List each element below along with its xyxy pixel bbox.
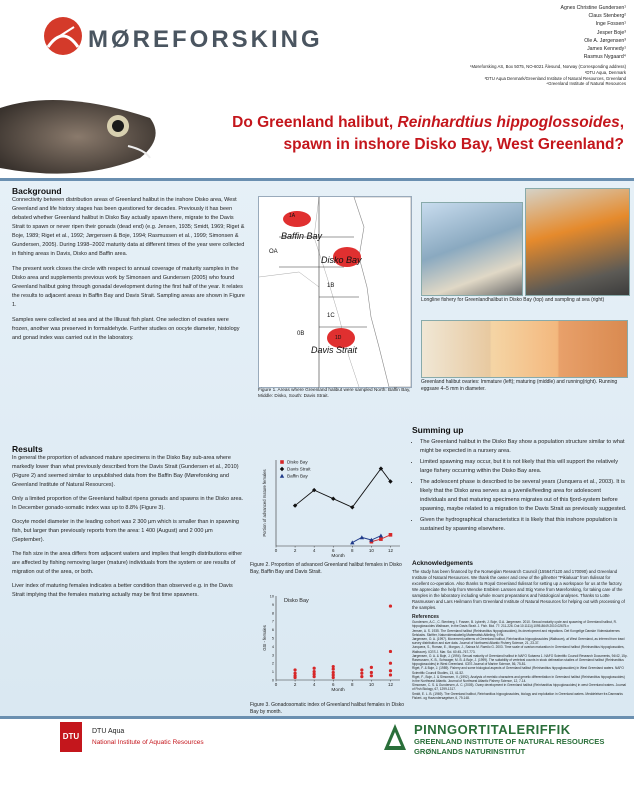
section-heading: Results [12,444,43,454]
map-label: 1C [327,313,335,319]
pin-name: PINNGORTITALERIFFIK [414,722,571,737]
map-label: 0B [297,331,305,337]
section-heading: Acknowledgements [412,560,474,567]
dtu-name: DTU Aqua [92,728,125,735]
data-point [389,533,393,537]
data-point [360,668,363,671]
data-point [360,675,363,678]
affiliation: ³DTU Aqua Denmark/Greenland Institute of Natural Resources, Greenland [484,75,626,81]
y-tick-label: 3 [271,653,274,658]
sampling-map [258,196,412,388]
y-tick-label: 6 [271,628,274,633]
author: James Kennedy¹ [587,46,626,53]
list-item: • Limited spawning may occur, but it is not likely that this will support the relatively large fishery occurring within the Disko Bay area. [420,458,628,476]
reference: Smidt, E. L. B. (1969). The Greenland halibut, Reinhardtius hippoglossoides, biology and exploitation in Greenland waters. Meddelelser fra Danmarks Fiskeri- og Havundersøgelser, 6, 79-148. [412,691,623,700]
x-tick-label: 6 [331,548,335,553]
y-tick-label: 7 [271,619,274,624]
x-tick-label: 10 [368,682,374,687]
map-label: OA [269,249,278,255]
photo-caption: Longline fishery for Greenlandhalibut in Disko Bay (top) and sampling at sea (right) [421,297,605,303]
map-label: 1D [335,335,342,341]
data-point [389,673,392,676]
author: Ole A. Jørgensen³ [584,37,626,44]
x-tick-label: 8 [351,548,354,553]
author: Jesper Boje³ [596,29,626,36]
data-point [331,497,335,501]
results-section [12,444,246,605]
map-label-davis: Davis Strait [311,345,358,355]
data-point [313,670,316,673]
y-tick-label: 0 [271,678,274,683]
references [412,615,628,700]
data-point [360,535,364,539]
title-text: , [619,114,624,131]
section-heading: Background [12,186,62,196]
reference: Jørgensen, O. A. & Boje, J. (1994). Sexual maturity of Greenland halibut in NAFO Subarea 1. NAFO Scientific Council Research Documents, 94/42, 15p. [412,653,628,658]
divider [0,178,634,181]
gsi-chart [250,588,410,698]
y-tick-label: 10 [269,594,274,599]
pin-subtitle: GRØNLANDS NATURINSTITUT [414,747,526,756]
author: Inge Fossen¹ [595,21,626,28]
legend-label: Baffin Bay [287,473,308,479]
map-label: 1B [327,283,335,289]
reference: Simonsen, C. S. & Gundersen, A. C. (2005). Ovary development in Greenland halibut (Reinhardtius hippoglossoides) in west Greenland waters. Journal of Fish Biology, 67, 1299-1317. [412,683,627,692]
list-item: • The adolescent phase is described to be several years (Junquera et al., 2003). It is likely that the Disko area serves as a juvenile/feeding area for adolescent individuals and that maturing specimens migrates out of this fjord-system before spawning, maybe related to a migration to the Davis Strait as previously suggested. [420,478,628,514]
author-list [561,4,626,61]
author: Claus Stenberg² [588,13,626,20]
section-heading: Summing up [412,425,464,435]
summary-list [412,438,628,534]
data-point [280,460,284,464]
fish-photo [0,88,165,176]
title-species: Reinhardtius hippoglossoides [397,114,620,131]
legend-label: Disko Bay [287,459,308,465]
data-point [389,604,392,607]
x-tick-label: 10 [368,548,374,553]
y-axis-label: GSI - females [262,625,267,651]
affiliations [470,64,626,87]
x-tick-label: 4 [312,548,316,553]
acknowledgements-section [412,560,628,700]
data-point [389,650,392,653]
ovaries-photo [421,320,628,378]
figure-caption: Figure 2. Proportion of advanced Greenland halibut females in Disko Bay, Baffin Bay and Davis Strait. [250,562,402,575]
reference: Jensen, A. S. 1935. The Greenland halibut (Reinhardtius hippoglossoides), its development and migrations. Det Kongelige Danske Videnskabernes Selskabs. Skrifter, Naturvidenskabelig Matematisk Afdeling, 9 Rk. [412,628,620,637]
affiliation: ¹Møreforsking AS, Box 5075, NO-6021 Ålesund, Norway (Corresponding address) [470,64,626,69]
author: Agnes Christine Gundersen¹ [560,5,626,11]
chart-title: Disko Bay [284,598,309,604]
dtu-logo-icon: DTU [60,722,82,752]
series-line [295,469,390,508]
paragraph: Samples were collected at sea and at the Illiusat fish plant. One selection of ovaries were frozen, another was preserved in formaldehyde. Further studies on oocyte diameter, histology and gonad index was carried out in the laboratory. [12,317,240,341]
acknowledgements-text: The study has been financed by the Norwegian Research Council (155647/120 and 170090) and Greenland Institute of Natural Resources. We thank the owner and crew of the gillnetter "Pikialuua" from Ilulissat for excellent co-operation. Also thanks to Royal Greenland Ilulissat for setting up a workspace for us at the factory. We appreciate the help from Wencke Emblem Larssen and Stig Yome from Møreforsking, for taking care of the samples in the laboratory including whole mount preparations and histological analyses. Thanks to Lotte Rasmussen and Lars Heilmann from Greenland Institute of Natural Resources for helping out with processing of the samples. [412,569,625,610]
y-axis-label: Portion of advanced mature females [262,469,267,537]
maturity-chart [250,452,410,560]
title-line2: spawn in inshore Disko Bay, West Greenland? [283,136,624,153]
y-tick-label: 2 [271,661,274,666]
data-point [370,671,373,674]
y-tick-label: 1 [271,670,274,675]
x-tick-label: 2 [293,548,297,553]
data-point [370,674,373,677]
data-point [293,672,296,675]
figure-caption: Figure 3. Gonadosomatic index of Greenland halibut females in Disko Bay by month. [250,702,404,715]
photo-caption: Greenland halibut ovaries: Immature (left); maturing (middle) and running(right). Running eggsare 4–5 mm in diameter. [421,379,618,392]
x-tick-label: 12 [387,682,393,687]
affiliation: ²DTU Aqua, Denmark [584,69,626,75]
moreforsking-logo-icon [44,17,82,55]
sampling-photo [525,188,630,296]
y-tick-label: 4 [271,644,274,649]
reference: Riget, F., Boje, J. & Simonsen, V. (1992). Analysis of meristic characters and genetic differentiation in Greenland halibut (Reinhardtius hippoglossoides) in the Northwest Atlantic. Journal of Northwest Atlantic Fishery Science, 12, 7-14. [412,674,625,684]
summary-section [412,425,628,536]
y-tick-label: 9 [271,602,274,607]
data-point [379,537,383,541]
data-point [280,467,284,471]
paragraph: Connectivity between distribution areas of Greenland halibut in the inshore Disko area, West Greenland and life history stages has been questioned for decades. Previously it has been debated whether Greenland halibut in Disko Bay actually spawn there, migrate to the Davis Strait to spawn or never ripen their gonads (dead end) (e.g. Jensen, 1935; Smidt, 1969; Riget & Boje, 1989; Riget et al., 1992; Jørgensen & Boje, 1994; Rasmussen et al., 1999; Simonsen & Gundersen, 2005). During 1998–2002 maturity data at different times of the year were collected in fishing areas in Davis, Disko and Baffin area. [12,197,245,257]
pin-subtitle: GREENLAND INSTITUTE OF NATURAL RESOURCES [414,737,605,746]
data-point [389,662,392,665]
x-tick-label: 12 [387,548,393,553]
reference: Riget, F. & Boje, J. (1989). Fishery and some biological aspects of Greenland halibut (Reinhardtius hippoglossoides) in West Greenland waters. NAFO Scientific Council Studies, 13, 41-52. [412,666,624,675]
references-heading: References [412,614,439,620]
greenland-institute-logo-icon [380,722,410,752]
longline-photo [421,202,523,296]
data-point [370,666,373,669]
list-item: • The Greenland halibut in the Disko Bay show a population structure similar to what might be expected in a nursery area. [420,438,628,456]
reference: Gundersen, A.C., C. Stenberg, I. Fossen, B. Lyberth, J. Boje, O.A. Jørgensen. 2010. Sexual maturity cycle and spawning of Greenland halibut, R. hippoglossoides Walbaum, in the Davis Strait. J. Fish. Biol. 77: 211-226. Doi:10.1111/j.1095-8649.2010.02675.x [412,620,617,629]
reference: Jørgensen, O. A. (1997). Movement patterns of Greenland halibut, Reinhardtius hippoglossoides (Walbaum), at West Greenland, as inferred from trawl survey distribution and size data. Journal of Northwest Atlantic Fishery Science, 21, 23-37. [412,637,625,646]
x-tick-label: 4 [312,682,316,687]
paragraph: Oocyte model diameter in the leading cohort was 2 300 µm which is smaller than in spawning fish, but larger than previously reports from the area: 1 400 (August) and 2 000 µm (September). [12,519,239,543]
background-section [12,186,246,349]
x-axis-label: Month [331,554,345,559]
x-tick-label: 2 [293,682,297,687]
header [0,0,634,178]
paragraph: The present work closes the circle with respect to annual coverage of maturity samples in the Disko area and supplements previous work by Simonsen and Gundersen (2005) who found Greenland halibut going through gonadal development during the first half of the year. It relates the results to adjacent areas in Baffin Bay and Davis Strait. Sampling areas are shown in Figure 1. [12,266,245,308]
y-tick-label: 8 [271,611,274,616]
affiliation: ⁴Greenland Institute of Natural Resources [546,81,626,87]
map-label: 1A [289,213,296,219]
x-axis-label: Month [331,688,345,693]
x-tick-label: 0 [274,548,278,553]
legend-label: Davis Strait [287,466,311,472]
data-point [280,474,284,478]
poster-title [170,112,624,156]
data-point [332,665,335,668]
author: Rasmus Nygaard⁴ [583,54,626,61]
data-point [350,540,354,544]
reference: Rasmussen, K. B., Schwager, M. B. & Boje, J. (1999). The suitability of vertebral counts in stock delineation studies of Greenland halibut (Reinhardtius hippoglossoides) in West Greenland. ICES Journal of Marine Science, 56, 75-81. [412,658,624,667]
x-tick-label: 8 [351,682,354,687]
data-point [293,668,296,671]
title-text: Do Greenland halibut, [232,114,398,131]
data-point [360,672,363,675]
figure-caption: Figure 1. Areas where Greenland halibut were sampled North: Baffin Bay, Middle: Disko, South: Davis Strait. [258,387,411,398]
x-tick-label: 0 [274,682,278,687]
x-tick-label: 6 [331,682,335,687]
dtu-institute: National Institute of Aquatic Resources [92,739,204,746]
logo-text: MØREFORSKING [88,26,323,53]
paragraph: Liver index of maturing females indicates a better condition than observed e.g. in the Davis Strait implying that the females maturing actually may be first time spawners. [12,583,233,598]
paragraph: Only a limited proportion of the Greenland halibut ripens gonads and spawns in the Disko area. In December gonado-somatic index was up to 8.8% (Figure 3). [12,496,244,511]
series-line [352,536,381,543]
data-point [313,667,316,670]
reference: Junquera, S., Roman, E., Morgan, J., Sainza M. Ramilo G. 2003. Time scale of ovarian maturation in Greenland halibut (Reinhardtius hippoglossoides, Walbaum). ICES J. Mar. Sci. 60:45–767-773. [412,645,625,654]
y-tick-label: 5 [271,636,274,641]
map-label-baffin: Baffin Bay [281,231,323,241]
map-label-disko: Disko Bay [321,255,362,265]
paragraph: The fish size in the area differs from adjacent waters and implies that length distributions either are affected by fishing removing larger (mature) individuals from the system or are results of migration out of the area, or both. [12,551,243,575]
data-point [389,669,392,672]
data-point [332,671,335,674]
paragraph: In general the proportion of advanced mature specimens in the Disko Bay sub-area where markedly lower than what previously described from the Davis Strait (Gundersen et al., 2010) (Figure 2) and seemed similar to unpublished data from the Baffin Bay (Møreforsking and Greenland Institute of Natural Resources). [12,455,239,488]
list-item: • Given the hydrographical characteristics it is likely that this inshore population is sustained by spawning elsewhere. [420,516,628,534]
data-point [379,533,383,537]
